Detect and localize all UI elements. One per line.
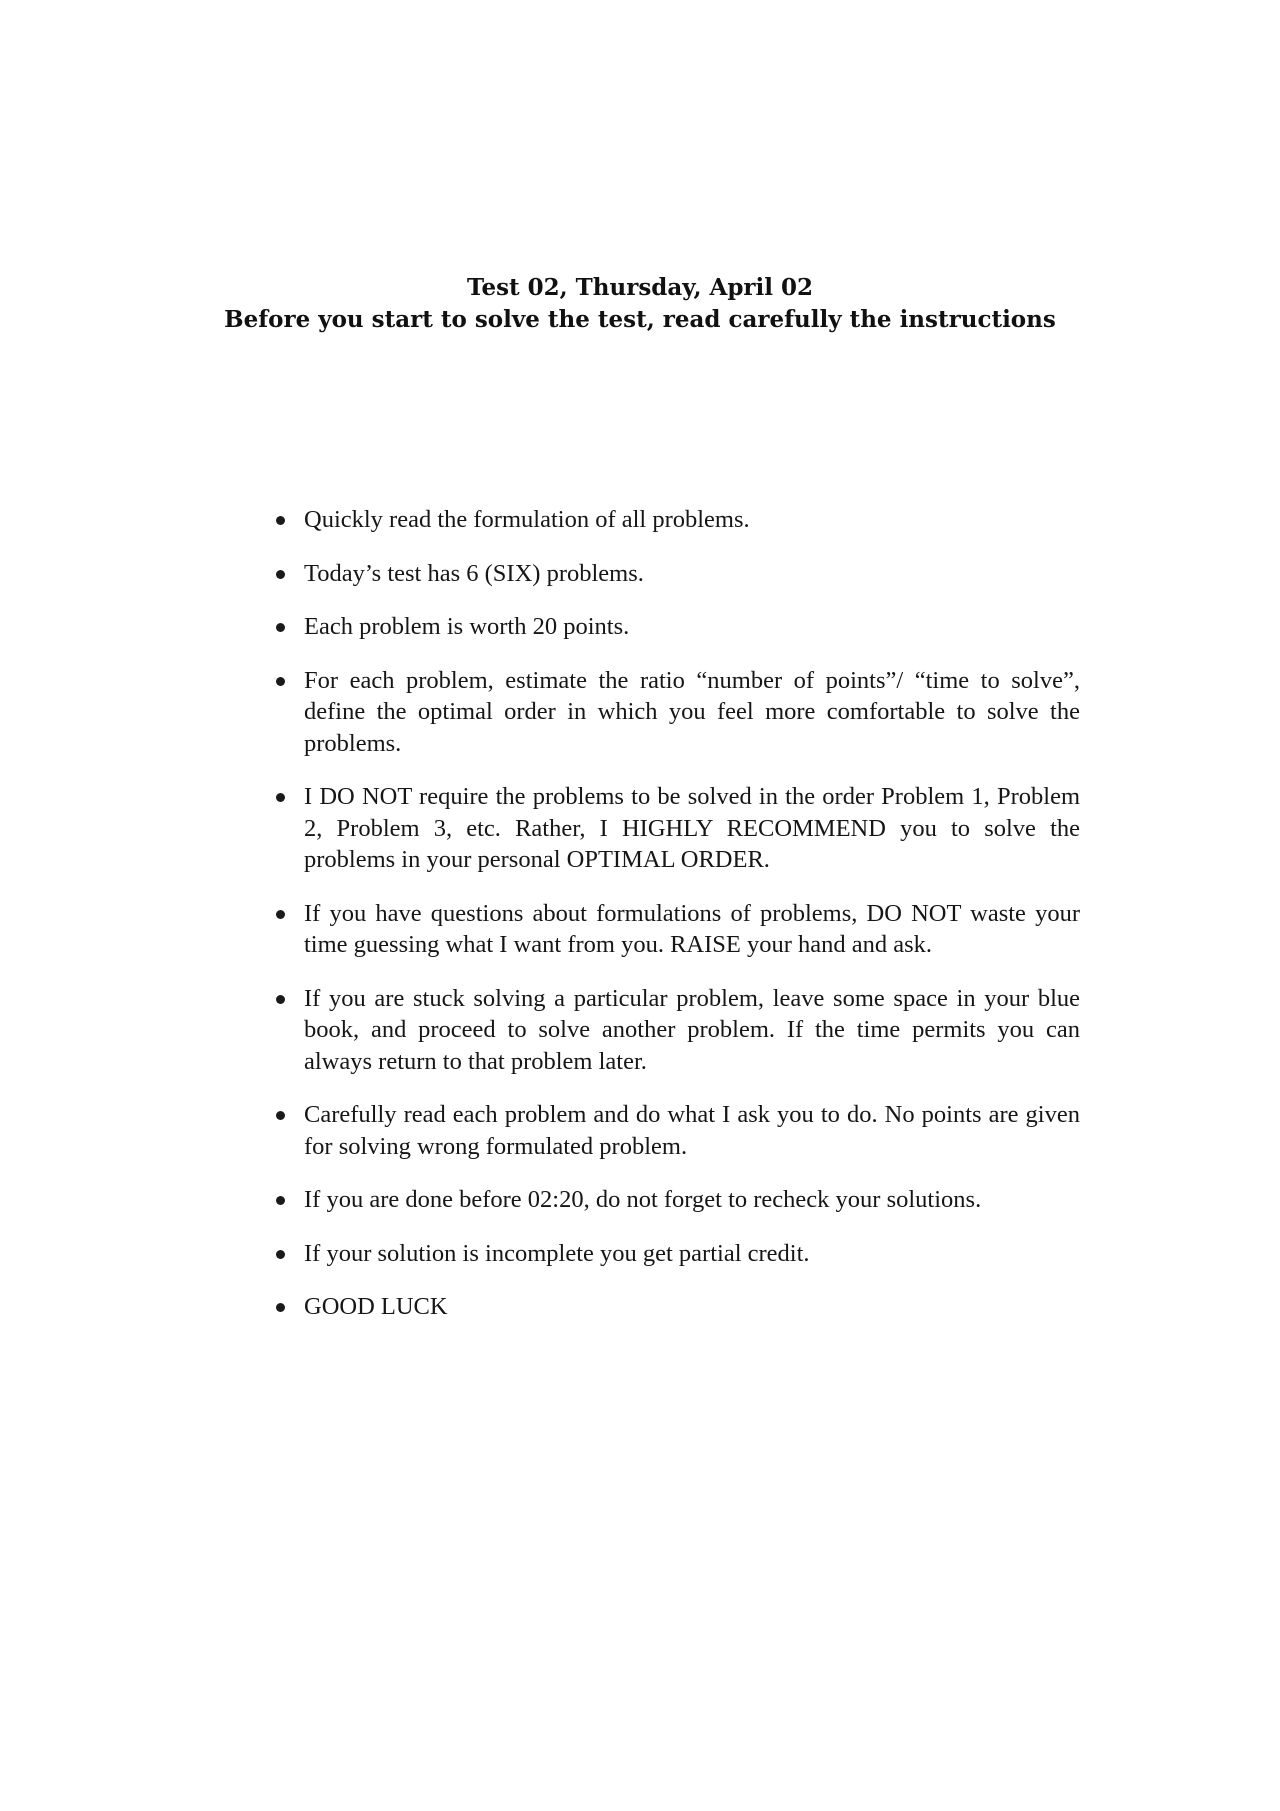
list-item-text: I DO NOT require the problems to be solved in the order Problem 1, Problem 2, Problem 3, etc. Rather, I HIGHLY RECOMMEND you to solve the problems in your personal OPTIMAL ORDER. <box>304 783 1080 873</box>
list-item <box>270 1099 1080 1162</box>
list-item <box>270 781 1080 876</box>
bullet-icon <box>276 570 285 579</box>
list-item-text: Carefully read each problem and do what I ask you to do. No points are given for solving wrong formulated problem. <box>304 1101 1080 1160</box>
list-item <box>270 1291 1080 1323</box>
bullet-icon <box>276 1250 285 1259</box>
list-item <box>270 665 1080 760</box>
bullet-icon <box>276 623 285 632</box>
list-item-text: If you are done before 02:20, do not forget to recheck your solutions. <box>304 1186 982 1213</box>
bullet-icon <box>276 793 285 802</box>
bullet-icon <box>276 516 285 525</box>
list-item-text: Quickly read the formulation of all problems. <box>304 506 750 533</box>
list-item-text: For each problem, estimate the ratio “number of points”/ “time to solve”, define the optimal order in which you feel more comfortable to solve the problems. <box>304 666 1080 757</box>
list-item <box>270 611 1080 643</box>
list-item-text: If you are stuck solving a particular problem, leave some space in your blue book, and proceed to solve another problem. If the time permits you can always return to that problem later. <box>304 984 1080 1075</box>
bullet-icon <box>276 1111 285 1120</box>
page-subtitle: Before you start to solve the test, read carefully the instructions <box>224 306 1056 333</box>
list-item-text: If you have questions about formulations of problems, DO NOT waste your time guessing what I want from you. RAISE your hand and ask. <box>304 899 1080 958</box>
page-title: Test 02, Thursday, April 02 <box>466 274 814 301</box>
list-item-text: Today’s test has 6 (SIX) problems. <box>304 559 644 587</box>
bullet-icon <box>276 1196 285 1205</box>
instructions-list <box>270 504 1080 1345</box>
list-item <box>270 1184 1080 1216</box>
list-item-text: If your solution is incomplete you get partial credit. <box>304 1239 810 1267</box>
bullet-icon <box>276 995 285 1004</box>
list-item <box>270 504 1080 536</box>
title-block <box>0 272 1280 336</box>
bullet-icon <box>276 910 285 919</box>
list-item <box>270 558 1080 590</box>
list-item <box>270 898 1080 961</box>
list-item-text: GOOD LUCK <box>304 1293 448 1320</box>
bullet-icon <box>276 1303 285 1312</box>
bullet-icon <box>276 677 285 686</box>
list-item-text: Each problem is worth 20 points. <box>304 613 630 640</box>
list-item <box>270 983 1080 1078</box>
list-item <box>270 1238 1080 1270</box>
